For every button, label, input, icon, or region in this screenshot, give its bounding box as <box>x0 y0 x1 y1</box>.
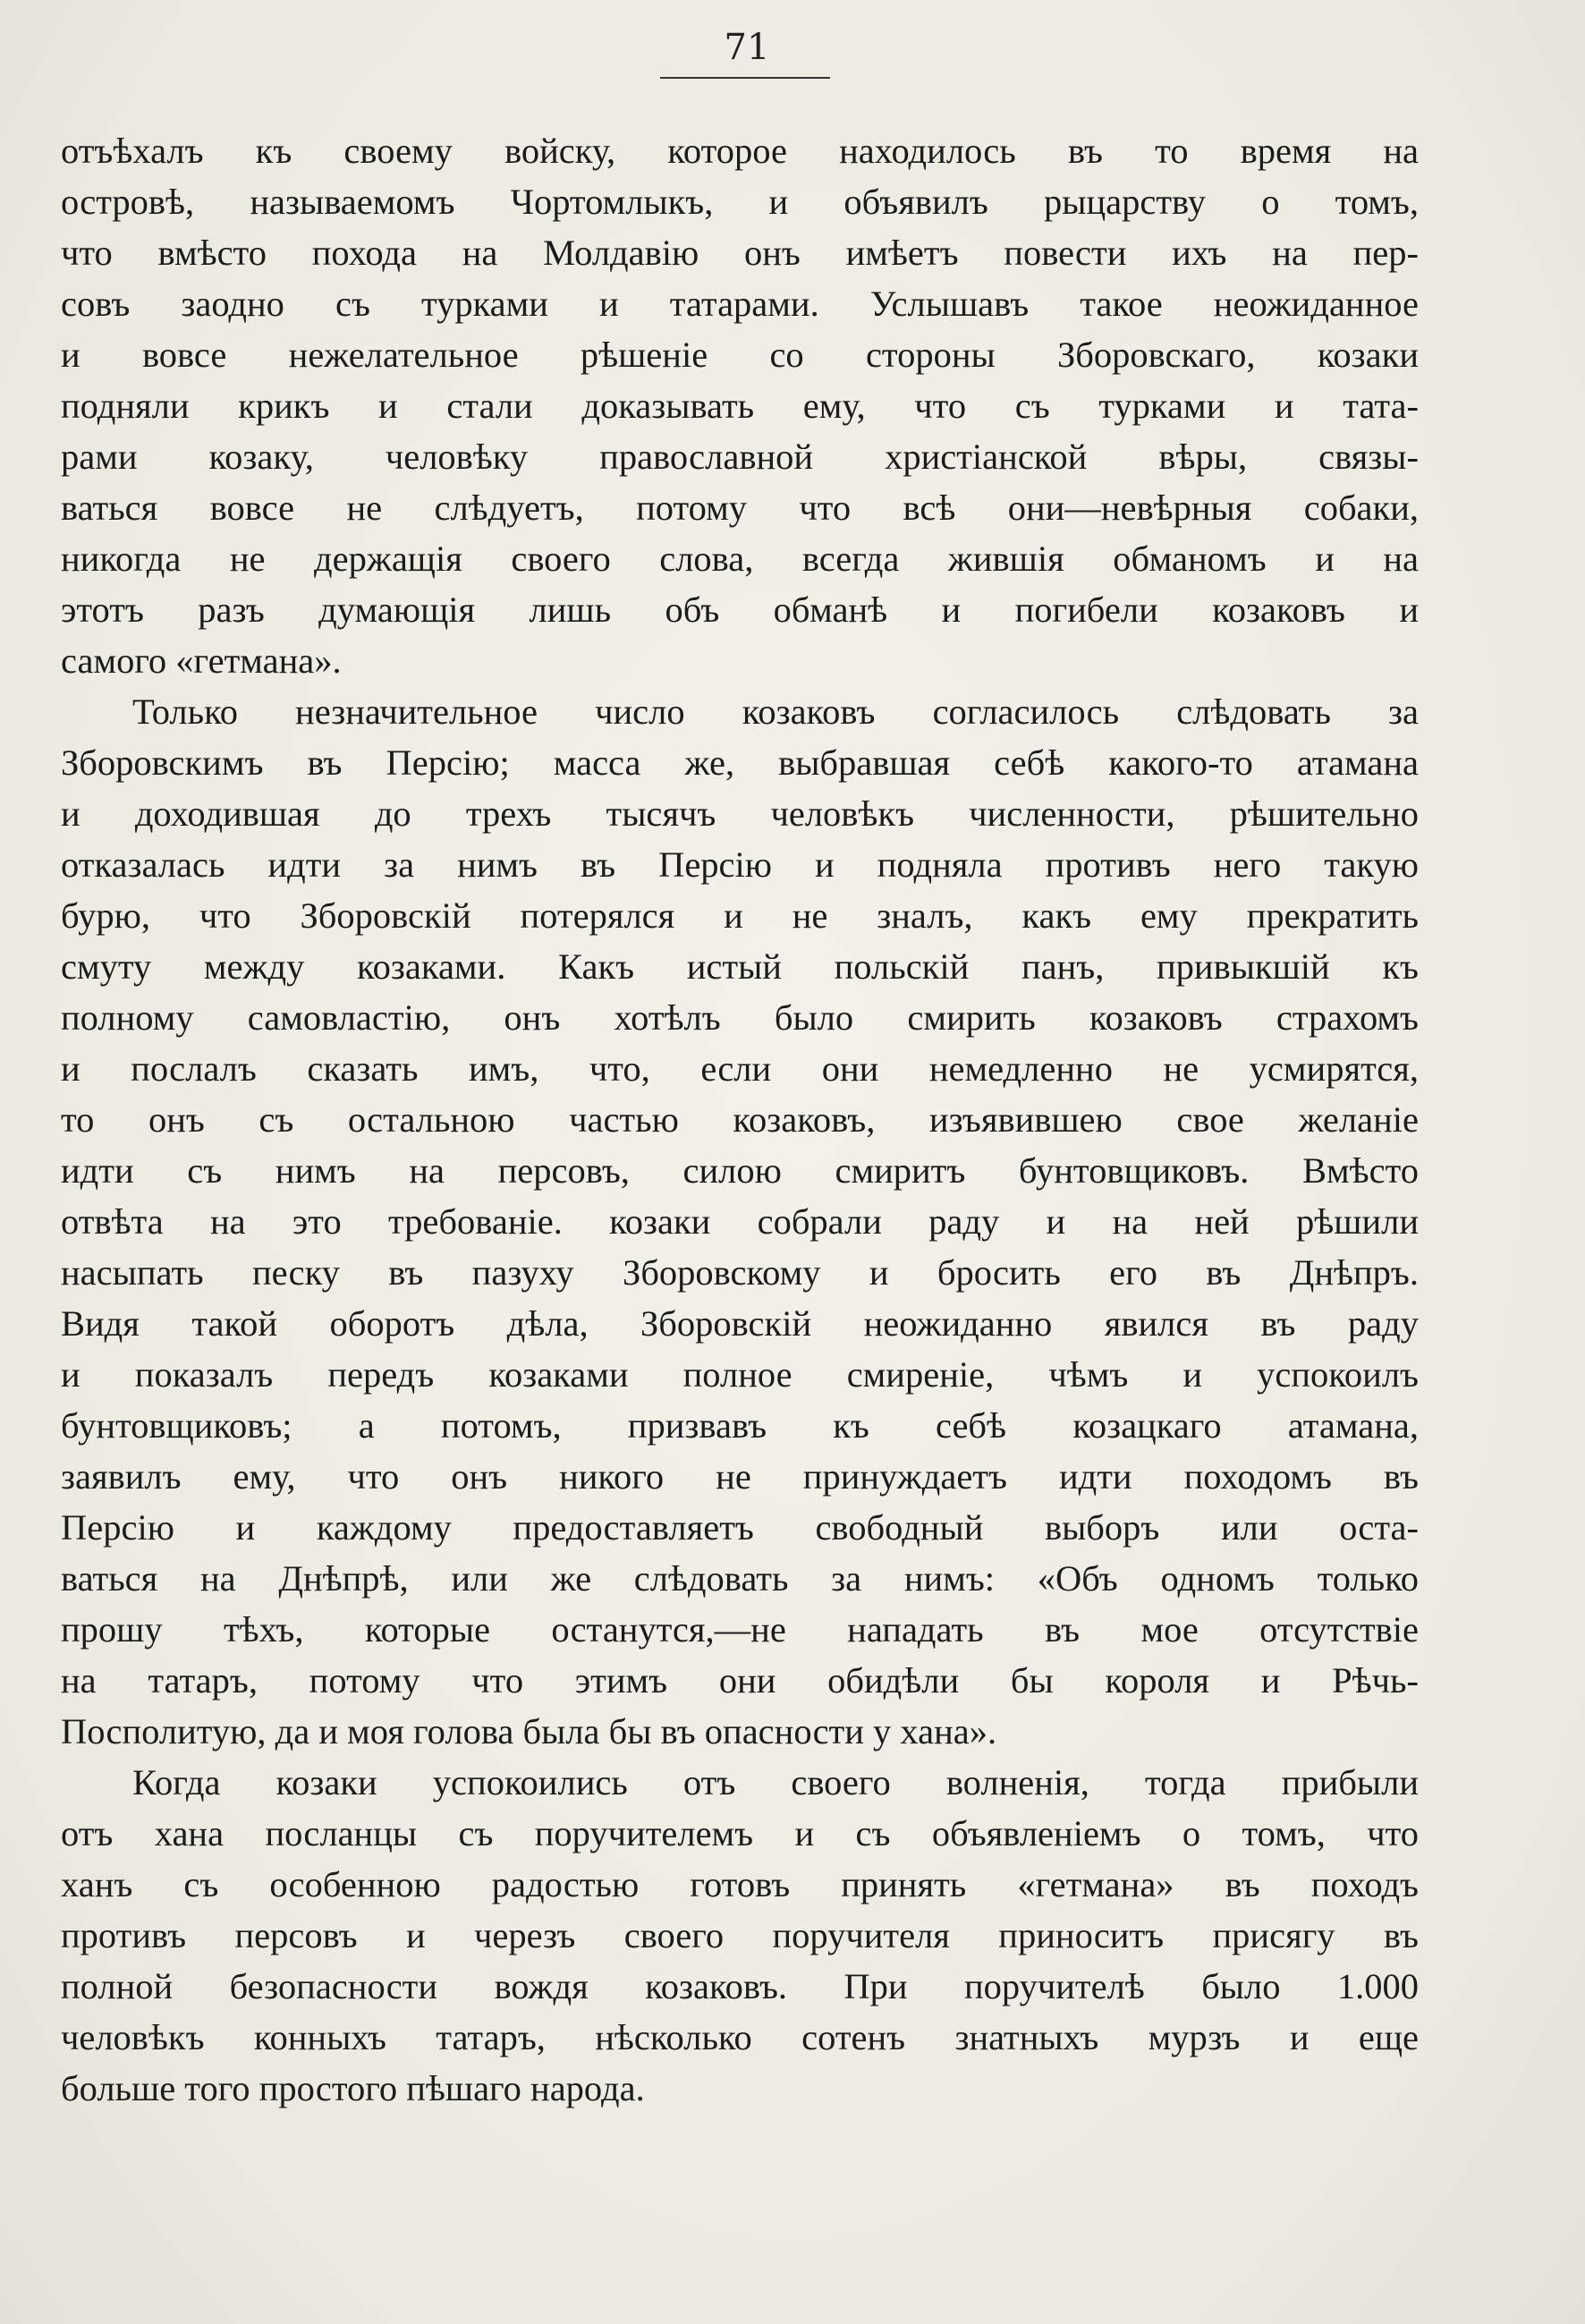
text-line: заявилъ ему, что онъ никого не принуждаетъ идти походомъ въ <box>61 1456 1419 1497</box>
text-line: и доходившая до трехъ тысячъ человѣкъ численности, рѣшительно <box>61 793 1419 834</box>
page-number-rule <box>660 77 830 79</box>
text-line: ваться вовсе не слѣдуетъ, потому что всѣ они—невѣрныя собаки, <box>61 488 1419 528</box>
text-line: больше того простого пѣшаго народа. <box>61 2068 645 2108</box>
text-line: и показалъ передъ козаками полное смиреніе, чѣмъ и успокоилъ <box>61 1354 1419 1395</box>
text-line: отказалась идти за нимъ въ Персію и подняла противъ него такую <box>61 844 1419 885</box>
text-line: бурю, что Зборовскій потерялся и не зналъ, какъ ему прекратить <box>61 895 1419 936</box>
text-line: отъ хана посланцы съ поручителемъ и съ объявленіемъ о томъ, что <box>61 1813 1419 1853</box>
page-number: 71 <box>724 27 770 68</box>
body-text <box>61 125 1419 2114</box>
text-line: Только незначительное число козаковъ согласилось слѣдовать за <box>132 691 1419 732</box>
text-line: совъ заодно съ турками и татарами. Услышавъ такое неожиданное <box>61 284 1419 324</box>
text-line: отвѣта на это требованіе. козаки собрали раду и на ней рѣшили <box>61 1201 1419 1242</box>
text-line: бунтовщиковъ; а потомъ, призвавъ къ себѣ козацкаго атамана, <box>61 1405 1419 1446</box>
text-line: Зборовскимъ въ Персію; масса же, выбравшая себѣ какого-то атамана <box>61 742 1419 783</box>
text-line: подняли крикъ и стали доказывать ему, что съ турками и тата- <box>61 386 1419 426</box>
text-line: смуту между козаками. Какъ истый польскій панъ, привыкшій къ <box>61 946 1419 987</box>
text-line: рами козаку, человѣку православной христіанской вѣры, связы- <box>61 437 1419 477</box>
paragraph-3 <box>61 1757 1419 2114</box>
text-line: идти съ нимъ на персовъ, силою смиритъ бунтовщиковъ. Вмѣсто <box>61 1150 1419 1191</box>
text-line: и вовсе нежелательное рѣшеніе со стороны Зборовскаго, козаки <box>61 335 1419 375</box>
text-line: полной безопасности вождя козаковъ. При поручителѣ было 1.000 <box>61 1966 1419 2006</box>
text-line: ваться на Днѣпрѣ, или же слѣдовать за нимъ: «Объ одномъ только <box>61 1558 1419 1599</box>
text-line: отъѣхалъ къ своему войску, которое находилось въ то время на <box>61 131 1419 171</box>
text-line: на татаръ, потому что этимъ они обидѣли бы короля и Рѣчь- <box>61 1660 1419 1701</box>
text-line: то онъ съ остальною частью козаковъ, изъявившею свое желаніе <box>61 1099 1419 1140</box>
text-line: прошу тѣхъ, которые останутся,—не нападать въ мое отсутствіе <box>61 1609 1419 1650</box>
text-line: что вмѣсто похода на Молдавію онъ имѣетъ повести ихъ на пер- <box>61 233 1419 273</box>
text-line: Персію и каждому предоставляетъ свободный выборъ или оста- <box>61 1507 1419 1548</box>
text-line: Посполитую, да и моя голова была бы въ опасности у хана». <box>61 1711 997 1751</box>
text-line: человѣкъ конныхъ татаръ, нѣсколько сотенъ знатныхъ мурзъ и еще <box>61 2017 1419 2057</box>
text-line: островѣ, называемомъ Чортомлыкъ, и объявилъ рыцарству о томъ, <box>61 182 1419 222</box>
text-line: Когда козаки успокоились отъ своего волненія, тогда прибыли <box>132 1762 1419 1802</box>
paragraph-1 <box>61 125 1419 686</box>
text-line: полному самовластію, онъ хотѣлъ было смирить козаковъ страхомъ <box>61 997 1419 1038</box>
text-line: Видя такой оборотъ дѣла, Зборовскій неожиданно явился въ раду <box>61 1303 1419 1344</box>
text-line: самого «гетмана». <box>61 640 342 681</box>
text-line: этотъ разъ думающія лишь объ обманѣ и погибели козаковъ и <box>61 589 1419 630</box>
paragraph-2 <box>61 686 1419 1757</box>
text-line: ханъ съ особенною радостью готовъ принять «гетмана» въ походъ <box>61 1864 1419 1904</box>
text-line: и послалъ сказать имъ, что, если они немедленно не усмирятся, <box>61 1048 1419 1089</box>
text-line: противъ персовъ и черезъ своего поручителя приноситъ присягу въ <box>61 1915 1419 1955</box>
text-line: никогда не держащія своего слова, всегда жившія обманомъ и на <box>61 539 1419 579</box>
text-line: насыпать песку въ пазуху Зборовскому и бросить его въ Днѣпръ. <box>61 1252 1419 1293</box>
